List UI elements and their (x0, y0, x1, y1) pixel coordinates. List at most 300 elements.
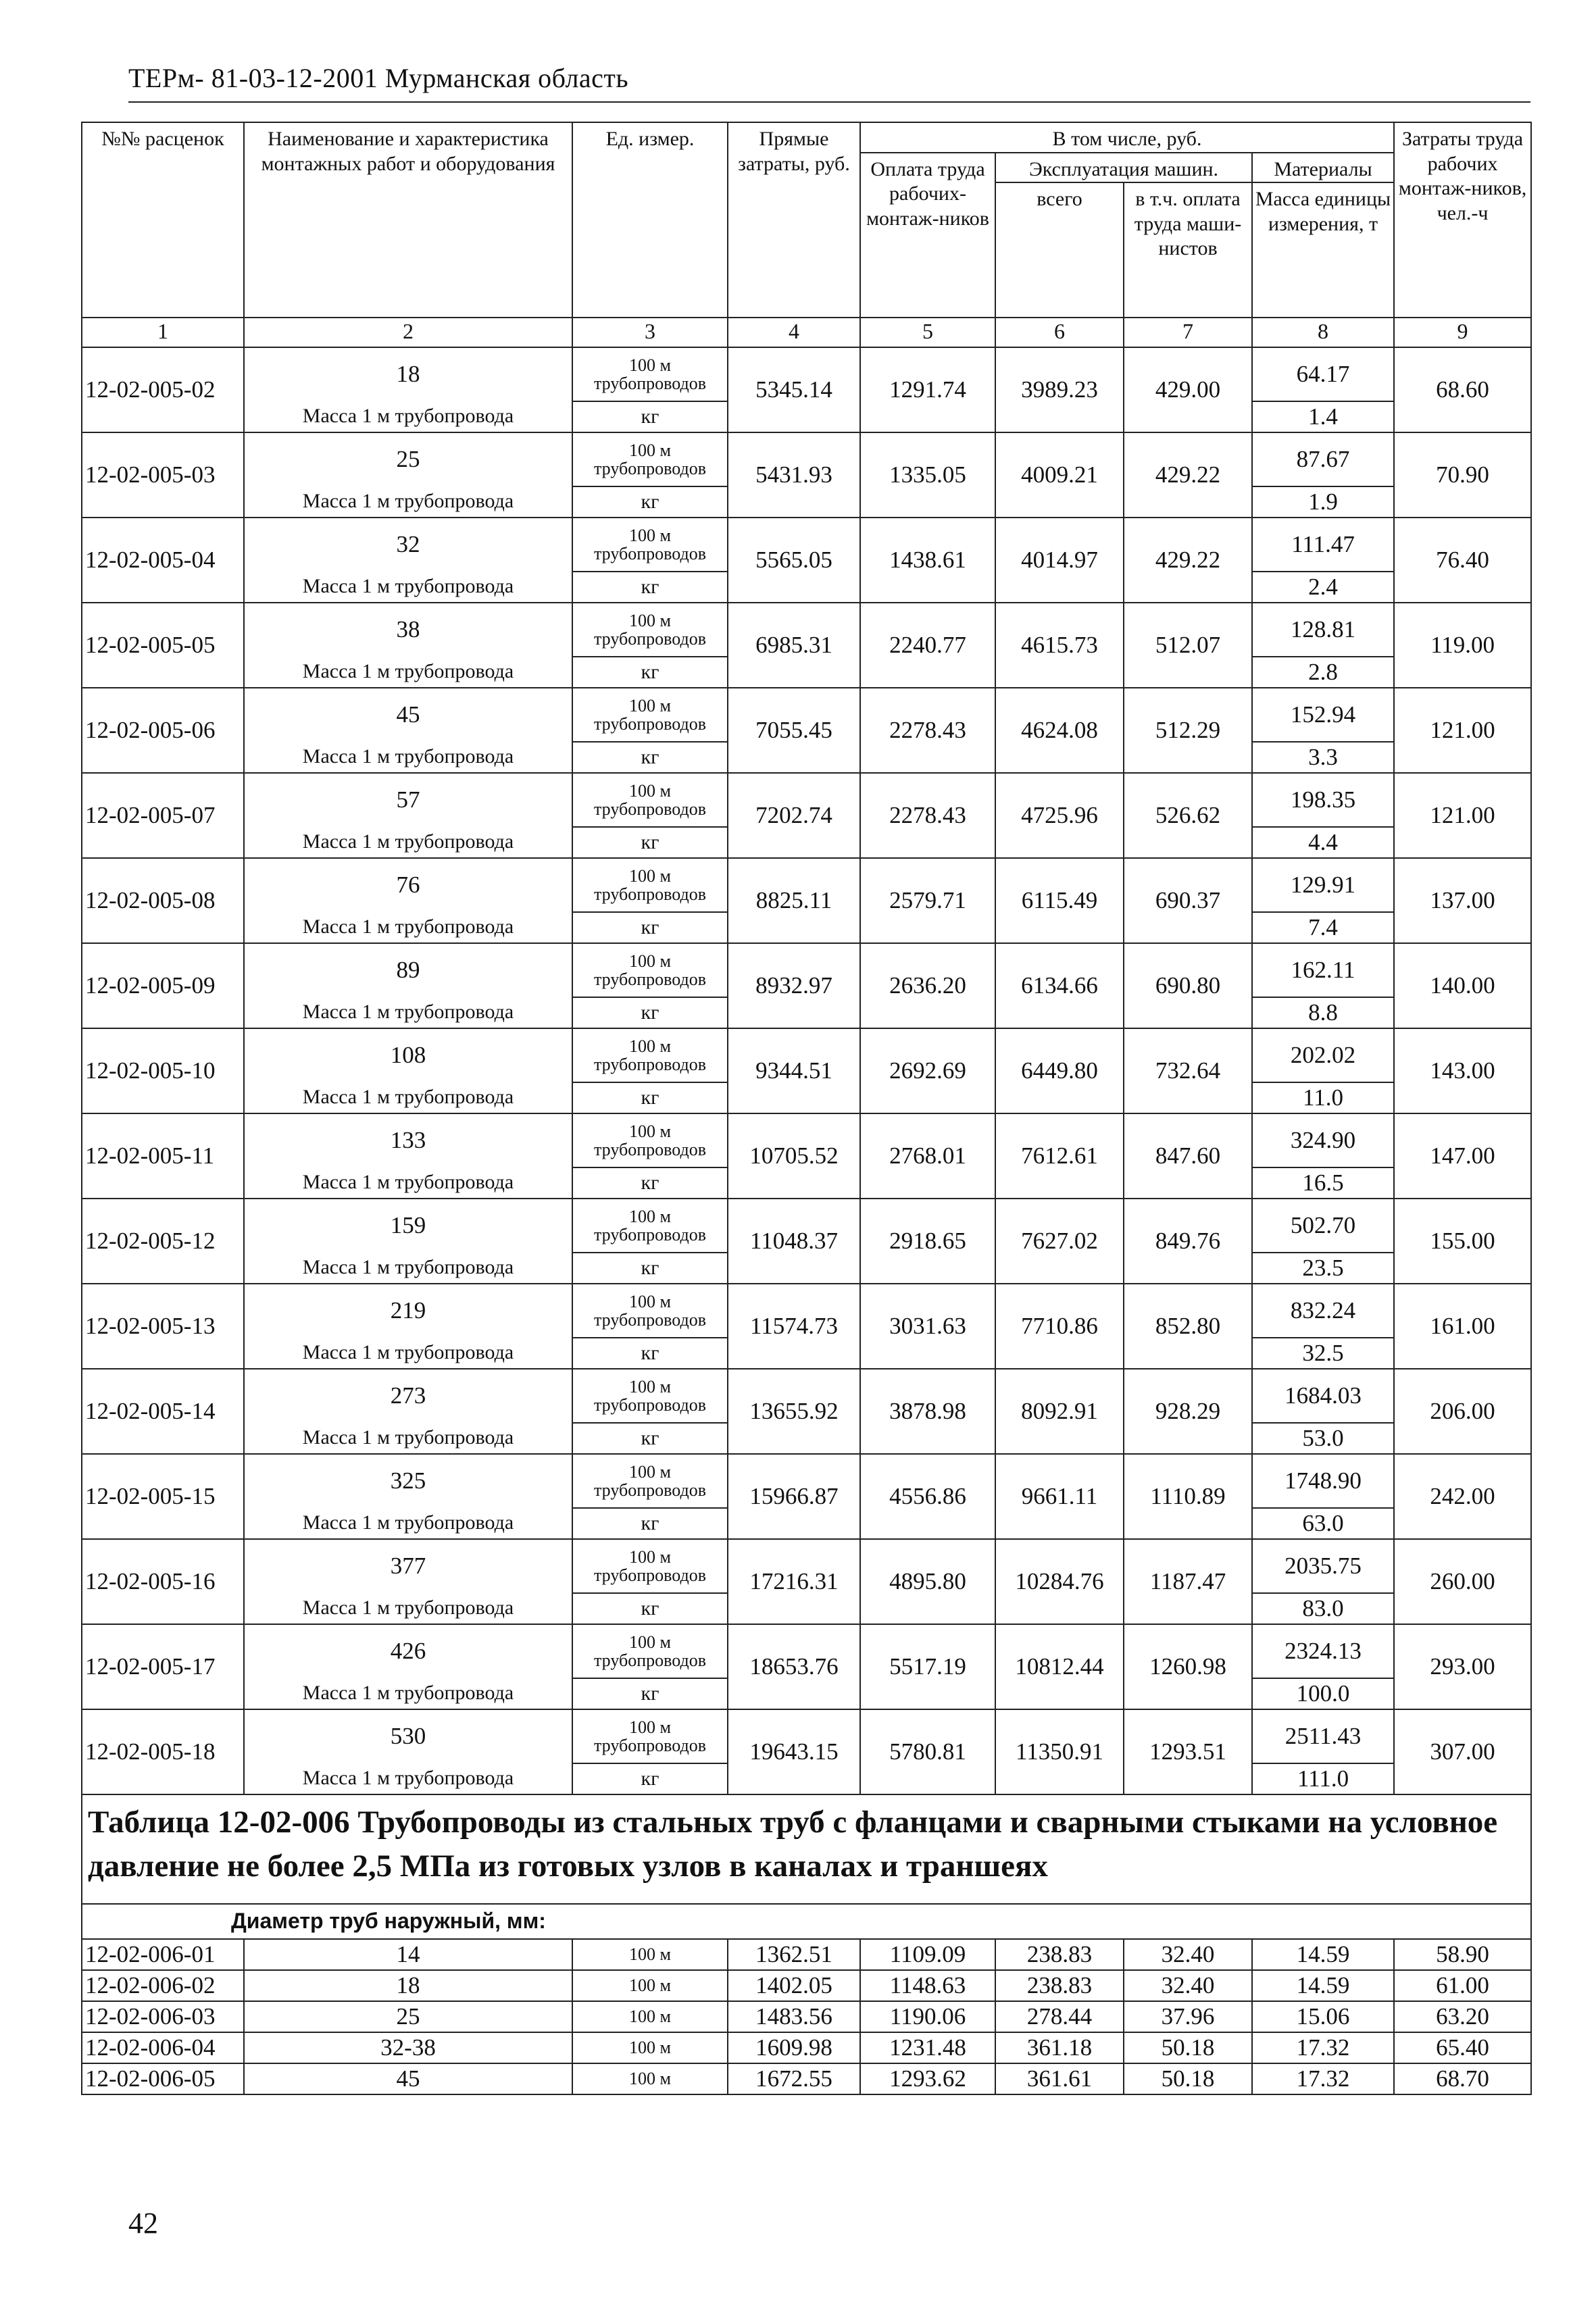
value-hours: 143.00 (1394, 1028, 1531, 1113)
value-hours: 161.00 (1394, 1284, 1531, 1369)
value-mach_labor: 1110.89 (1124, 1454, 1252, 1539)
value-mass: 202.02 (1252, 1028, 1394, 1082)
col-name-header: Наименование и характеристика монтажных работ и оборудования (244, 122, 572, 318)
value-mach_labor: 928.29 (1124, 1369, 1252, 1454)
mass-per-meter: 2.4 (1252, 572, 1394, 603)
pipe-diameter: 530 (244, 1709, 572, 1763)
value-mach_labor: 526.62 (1124, 773, 1252, 858)
col-machines-labor-header: в т.ч. оплата труда маши-нистов (1124, 182, 1252, 318)
unit: 100 м трубопроводов (572, 1284, 728, 1338)
table-row (82, 773, 1531, 827)
value-labor: 1293.62 (860, 2063, 995, 2094)
value-mach: 6134.66 (995, 943, 1124, 1028)
col-number: 5 (860, 318, 995, 347)
value-labor: 1438.61 (860, 518, 995, 603)
value-hours: 307.00 (1394, 1709, 1531, 1794)
col-number: 2 (244, 318, 572, 347)
value-labor: 5517.19 (860, 1624, 995, 1709)
value-hours: 65.40 (1394, 2032, 1531, 2063)
mass-per-meter-label: Масса 1 м трубопровода (244, 827, 572, 858)
col-code-header: №№ расценок (82, 122, 244, 318)
rate-code: 12-02-005-06 (82, 688, 244, 773)
mass-unit: кг (572, 1338, 728, 1369)
value-mach_labor: 512.07 (1124, 603, 1252, 688)
unit: 100 м трубопроводов (572, 943, 728, 997)
mass-per-meter-label: Масса 1 м трубопровода (244, 1423, 572, 1454)
value-hours: 206.00 (1394, 1369, 1531, 1454)
unit: 100 м трубопроводов (572, 1624, 728, 1678)
mass-unit: кг (572, 572, 728, 603)
mass-unit: кг (572, 742, 728, 773)
value-mach: 361.61 (995, 2063, 1124, 2094)
value-mach: 10284.76 (995, 1539, 1124, 1624)
table-row (82, 1199, 1531, 1253)
mass-per-meter: 2.8 (1252, 657, 1394, 688)
value-mach: 7612.61 (995, 1113, 1124, 1199)
table-header (82, 122, 1531, 347)
mass-unit: кг (572, 912, 728, 943)
value-direct: 1672.55 (728, 2063, 860, 2094)
value-direct: 5431.93 (728, 432, 860, 518)
rate-code: 12-02-005-17 (82, 1624, 244, 1709)
table-row (82, 2032, 1531, 2063)
pipe-diameter: 45 (244, 2063, 572, 2094)
mass-per-meter: 8.8 (1252, 997, 1394, 1028)
table-row (82, 1709, 1531, 1763)
value-direct: 7202.74 (728, 773, 860, 858)
col-labor-header: Оплата труда рабочих-монтаж-ников (860, 153, 995, 318)
table-row (82, 1284, 1531, 1338)
col-direct-header: Прямые затраты, руб. (728, 122, 860, 318)
value-mass: 87.67 (1252, 432, 1394, 486)
value-labor: 4895.80 (860, 1539, 995, 1624)
rate-code: 12-02-005-07 (82, 773, 244, 858)
unit: 100 м трубопроводов (572, 1709, 728, 1763)
value-hours: 68.70 (1394, 2063, 1531, 2094)
value-mass: 324.90 (1252, 1113, 1394, 1167)
value-direct: 11574.73 (728, 1284, 860, 1369)
value-labor: 2240.77 (860, 603, 995, 688)
value-direct: 15966.87 (728, 1454, 860, 1539)
value-mass: 128.81 (1252, 603, 1394, 657)
table-row (82, 2063, 1531, 2094)
value-labor: 2692.69 (860, 1028, 995, 1113)
mass-per-meter: 111.0 (1252, 1763, 1394, 1794)
table-row (82, 1369, 1531, 1423)
value-hours: 147.00 (1394, 1113, 1531, 1199)
mass-per-meter: 3.3 (1252, 742, 1394, 773)
table-row (82, 1454, 1531, 1508)
value-labor: 2579.71 (860, 858, 995, 943)
unit: 100 м трубопроводов (572, 1199, 728, 1253)
value-labor: 1148.63 (860, 1970, 995, 2001)
rate-code: 12-02-005-04 (82, 518, 244, 603)
mass-unit: кг (572, 1508, 728, 1539)
mass-per-meter: 32.5 (1252, 1338, 1394, 1369)
value-hours: 61.00 (1394, 1970, 1531, 2001)
mass-per-meter-label: Масса 1 м трубопровода (244, 657, 572, 688)
mass-unit: кг (572, 1253, 728, 1284)
value-labor: 3031.63 (860, 1284, 995, 1369)
pipe-diameter: 18 (244, 347, 572, 401)
value-mass: 111.47 (1252, 518, 1394, 572)
value-direct: 5345.14 (728, 347, 860, 432)
mass-unit: кг (572, 1423, 728, 1454)
mass-per-meter-label: Масса 1 м трубопровода (244, 486, 572, 518)
value-direct: 8932.97 (728, 943, 860, 1028)
value-mach: 4615.73 (995, 603, 1124, 688)
pipe-diameter: 18 (244, 1970, 572, 2001)
value-hours: 58.90 (1394, 1939, 1531, 1970)
table-row (82, 1539, 1531, 1593)
table-row (82, 518, 1531, 572)
mass-per-meter: 16.5 (1252, 1167, 1394, 1199)
col-incl-header: В том числе, руб. (860, 122, 1394, 153)
mass-per-meter-label: Масса 1 м трубопровода (244, 572, 572, 603)
value-mach_labor: 32.40 (1124, 1970, 1252, 2001)
col-number: 7 (1124, 318, 1252, 347)
value-mach: 6449.80 (995, 1028, 1124, 1113)
col-number: 3 (572, 318, 728, 347)
rate-code: 12-02-005-14 (82, 1369, 244, 1454)
value-mass: 198.35 (1252, 773, 1394, 827)
table-row (82, 858, 1531, 912)
value-mach: 7710.86 (995, 1284, 1124, 1369)
value-labor: 2278.43 (860, 688, 995, 773)
pipe-diameter: 325 (244, 1454, 572, 1508)
rate-code: 12-02-006-05 (82, 2063, 244, 2094)
mass-per-meter: 23.5 (1252, 1253, 1394, 1284)
column-numbers-row (82, 318, 1531, 347)
table-006-subhead: Диаметр труб наружный, мм: (82, 1904, 1531, 1939)
col-number: 1 (82, 318, 244, 347)
mass-unit: кг (572, 401, 728, 432)
mass-unit: кг (572, 1678, 728, 1709)
value-mach_labor: 429.00 (1124, 347, 1252, 432)
rate-code: 12-02-005-11 (82, 1113, 244, 1199)
col-materials-header: Материалы (1252, 153, 1394, 183)
rate-code: 12-02-005-03 (82, 432, 244, 518)
value-hours: 76.40 (1394, 518, 1531, 603)
value-hours: 293.00 (1394, 1624, 1531, 1709)
pipe-diameter: 32 (244, 518, 572, 572)
rate-code: 12-02-006-01 (82, 1939, 244, 1970)
value-mach_labor: 690.80 (1124, 943, 1252, 1028)
value-mass: 64.17 (1252, 347, 1394, 401)
unit: 100 м (572, 1939, 728, 1970)
value-hours: 155.00 (1394, 1199, 1531, 1284)
col-number: 9 (1394, 318, 1531, 347)
value-mach: 278.44 (995, 2001, 1124, 2032)
value-mach: 4009.21 (995, 432, 1124, 518)
pipe-diameter: 377 (244, 1539, 572, 1593)
value-mach: 7627.02 (995, 1199, 1124, 1284)
table-body-006 (82, 1939, 1531, 2094)
table-row (82, 943, 1531, 997)
col-hours-header: Затраты труда рабочих монтаж-ников, чел.-ч (1394, 122, 1531, 318)
value-labor: 5780.81 (860, 1709, 995, 1794)
value-mass: 2511.43 (1252, 1709, 1394, 1763)
mass-per-meter: 11.0 (1252, 1082, 1394, 1113)
unit: 100 м трубопроводов (572, 432, 728, 486)
unit: 100 м трубопроводов (572, 858, 728, 912)
value-mach: 238.83 (995, 1970, 1124, 2001)
value-hours: 242.00 (1394, 1454, 1531, 1539)
table-row (82, 347, 1531, 401)
value-mass: 502.70 (1252, 1199, 1394, 1253)
rate-code: 12-02-005-13 (82, 1284, 244, 1369)
value-labor: 2918.65 (860, 1199, 995, 1284)
unit: 100 м трубопроводов (572, 603, 728, 657)
unit: 100 м трубопроводов (572, 1539, 728, 1593)
value-hours: 137.00 (1394, 858, 1531, 943)
mass-per-meter-label: Масса 1 м трубопровода (244, 1678, 572, 1709)
value-mach_labor: 849.76 (1124, 1199, 1252, 1284)
value-direct: 1483.56 (728, 2001, 860, 2032)
col-machines-header: Эксплуатация машин. (995, 153, 1252, 183)
pipe-diameter: 108 (244, 1028, 572, 1082)
value-mach_labor: 50.18 (1124, 2032, 1252, 2063)
table-row (82, 1113, 1531, 1167)
value-labor: 4556.86 (860, 1454, 995, 1539)
value-direct: 1362.51 (728, 1939, 860, 1970)
page-number: 42 (128, 2207, 158, 2240)
value-direct: 5565.05 (728, 518, 860, 603)
table-row (82, 688, 1531, 742)
rate-code: 12-02-005-09 (82, 943, 244, 1028)
pipe-diameter: 76 (244, 858, 572, 912)
value-mach_labor: 512.29 (1124, 688, 1252, 773)
rate-code: 12-02-005-05 (82, 603, 244, 688)
mass-per-meter-label: Масса 1 м трубопровода (244, 742, 572, 773)
value-hours: 260.00 (1394, 1539, 1531, 1624)
value-mass: 2035.75 (1252, 1539, 1394, 1593)
value-direct: 11048.37 (728, 1199, 860, 1284)
value-hours: 121.00 (1394, 688, 1531, 773)
rates-table (81, 122, 1532, 2095)
pipe-diameter: 14 (244, 1939, 572, 1970)
col-unit-header: Ед. измер. (572, 122, 728, 318)
table-row (82, 1028, 1531, 1082)
table-row (82, 603, 1531, 657)
rate-code: 12-02-005-02 (82, 347, 244, 432)
mass-per-meter-label: Масса 1 м трубопровода (244, 997, 572, 1028)
mass-per-meter-label: Масса 1 м трубопровода (244, 1082, 572, 1113)
col-machines-total-header: всего (995, 182, 1124, 318)
rate-code: 12-02-005-10 (82, 1028, 244, 1113)
unit: 100 м трубопроводов (572, 1028, 728, 1082)
mass-unit: кг (572, 1167, 728, 1199)
value-labor: 2636.20 (860, 943, 995, 1028)
pipe-diameter: 219 (244, 1284, 572, 1338)
page-header: ТЕРм- 81-03-12-2001 Мурманская область (128, 63, 629, 93)
table-row (82, 1970, 1531, 2001)
value-mach_labor: 32.40 (1124, 1939, 1252, 1970)
unit: 100 м (572, 2001, 728, 2032)
value-mach: 361.18 (995, 2032, 1124, 2063)
rate-code: 12-02-006-03 (82, 2001, 244, 2032)
value-mach: 9661.11 (995, 1454, 1124, 1539)
mass-per-meter: 1.4 (1252, 401, 1394, 432)
col-mass-header: Масса единицы измерения, т (1252, 182, 1394, 318)
value-direct: 1609.98 (728, 2032, 860, 2063)
value-hours: 70.90 (1394, 432, 1531, 518)
header-rule (128, 101, 1530, 103)
pipe-diameter: 159 (244, 1199, 572, 1253)
rate-code: 12-02-006-02 (82, 1970, 244, 2001)
rate-code: 12-02-005-08 (82, 858, 244, 943)
value-direct: 8825.11 (728, 858, 860, 943)
value-mach_labor: 1187.47 (1124, 1539, 1252, 1624)
value-hours: 68.60 (1394, 347, 1531, 432)
mass-unit: кг (572, 1593, 728, 1624)
unit: 100 м (572, 2063, 728, 2094)
value-mass: 152.94 (1252, 688, 1394, 742)
unit: 100 м трубопроводов (572, 347, 728, 401)
rate-code: 12-02-005-12 (82, 1199, 244, 1284)
value-mass: 17.32 (1252, 2032, 1394, 2063)
value-mach: 6115.49 (995, 858, 1124, 943)
unit: 100 м трубопроводов (572, 773, 728, 827)
rates-table-wrapper (81, 122, 1530, 2095)
value-mass: 832.24 (1252, 1284, 1394, 1338)
value-mach_labor: 732.64 (1124, 1028, 1252, 1113)
value-mass: 1684.03 (1252, 1369, 1394, 1423)
mass-per-meter-label: Масса 1 м трубопровода (244, 1253, 572, 1284)
value-direct: 13655.92 (728, 1369, 860, 1454)
value-hours: 63.20 (1394, 2001, 1531, 2032)
unit: 100 м (572, 1970, 728, 2001)
mass-unit: кг (572, 827, 728, 858)
value-mach: 4014.97 (995, 518, 1124, 603)
value-labor: 1231.48 (860, 2032, 995, 2063)
value-mass: 129.91 (1252, 858, 1394, 912)
table-row (82, 432, 1531, 486)
value-mach_labor: 50.18 (1124, 2063, 1252, 2094)
value-labor: 3878.98 (860, 1369, 995, 1454)
pipe-diameter: 32-38 (244, 2032, 572, 2063)
mass-per-meter-label: Масса 1 м трубопровода (244, 1508, 572, 1539)
value-mach: 11350.91 (995, 1709, 1124, 1794)
mass-per-meter-label: Масса 1 м трубопровода (244, 1763, 572, 1794)
value-mach: 10812.44 (995, 1624, 1124, 1709)
value-mach_labor: 690.37 (1124, 858, 1252, 943)
value-mach: 3989.23 (995, 347, 1124, 432)
value-labor: 1109.09 (860, 1939, 995, 1970)
value-labor: 1291.74 (860, 347, 995, 432)
mass-unit: кг (572, 1763, 728, 1794)
value-mass: 14.59 (1252, 1970, 1394, 2001)
value-mass: 17.32 (1252, 2063, 1394, 2094)
rate-code: 12-02-006-04 (82, 2032, 244, 2063)
mass-unit: кг (572, 1082, 728, 1113)
rate-code: 12-02-005-16 (82, 1539, 244, 1624)
value-mach_labor: 429.22 (1124, 432, 1252, 518)
value-direct: 19643.15 (728, 1709, 860, 1794)
value-direct: 7055.45 (728, 688, 860, 773)
value-direct: 10705.52 (728, 1113, 860, 1199)
col-number: 8 (1252, 318, 1394, 347)
table-body-005 (82, 347, 1531, 1794)
unit: 100 м трубопроводов (572, 1113, 728, 1167)
unit: 100 м трубопроводов (572, 688, 728, 742)
mass-per-meter: 63.0 (1252, 1508, 1394, 1539)
value-mach: 4725.96 (995, 773, 1124, 858)
mass-per-meter-label: Масса 1 м трубопровода (244, 401, 572, 432)
value-mass: 2324.13 (1252, 1624, 1394, 1678)
mass-per-meter: 100.0 (1252, 1678, 1394, 1709)
table-row (82, 1624, 1531, 1678)
value-mach_labor: 1293.51 (1124, 1709, 1252, 1794)
pipe-diameter: 57 (244, 773, 572, 827)
pipe-diameter: 273 (244, 1369, 572, 1423)
value-direct: 9344.51 (728, 1028, 860, 1113)
table-row (82, 1939, 1531, 1970)
value-mass: 162.11 (1252, 943, 1394, 997)
value-mach: 4624.08 (995, 688, 1124, 773)
value-labor: 1335.05 (860, 432, 995, 518)
value-hours: 140.00 (1394, 943, 1531, 1028)
value-direct: 1402.05 (728, 1970, 860, 2001)
value-mach: 8092.91 (995, 1369, 1124, 1454)
col-number: 4 (728, 318, 860, 347)
value-hours: 119.00 (1394, 603, 1531, 688)
value-mach_labor: 852.80 (1124, 1284, 1252, 1369)
col-number: 6 (995, 318, 1124, 347)
mass-unit: кг (572, 486, 728, 518)
rate-code: 12-02-005-18 (82, 1709, 244, 1794)
table-006-title: Таблица 12-02-006 Трубопроводы из стальных труб с фланцами и сварными стыками на условное давление не более 2,5 МПа из готовых узлов в каналах и траншеях (82, 1794, 1531, 1904)
mass-per-meter: 1.9 (1252, 486, 1394, 518)
table-row (82, 2001, 1531, 2032)
value-mach: 238.83 (995, 1939, 1124, 1970)
value-direct: 17216.31 (728, 1539, 860, 1624)
value-labor: 2768.01 (860, 1113, 995, 1199)
pipe-diameter: 25 (244, 2001, 572, 2032)
unit: 100 м трубопроводов (572, 1454, 728, 1508)
value-mass: 14.59 (1252, 1939, 1394, 1970)
value-mass: 15.06 (1252, 2001, 1394, 2032)
unit: 100 м трубопроводов (572, 1369, 728, 1423)
mass-per-meter: 83.0 (1252, 1593, 1394, 1624)
mass-per-meter-label: Масса 1 м трубопровода (244, 912, 572, 943)
pipe-diameter: 25 (244, 432, 572, 486)
value-mach_labor: 1260.98 (1124, 1624, 1252, 1709)
value-hours: 121.00 (1394, 773, 1531, 858)
mass-per-meter-label: Масса 1 м трубопровода (244, 1167, 572, 1199)
value-mach_labor: 37.96 (1124, 2001, 1252, 2032)
pipe-diameter: 89 (244, 943, 572, 997)
mass-per-meter: 53.0 (1252, 1423, 1394, 1454)
mass-per-meter-label: Масса 1 м трубопровода (244, 1338, 572, 1369)
pipe-diameter: 133 (244, 1113, 572, 1167)
pipe-diameter: 45 (244, 688, 572, 742)
value-mass: 1748.90 (1252, 1454, 1394, 1508)
value-mach_labor: 429.22 (1124, 518, 1252, 603)
value-labor: 1190.06 (860, 2001, 995, 2032)
rate-code: 12-02-005-15 (82, 1454, 244, 1539)
value-labor: 2278.43 (860, 773, 995, 858)
unit: 100 м трубопроводов (572, 518, 728, 572)
value-direct: 18653.76 (728, 1624, 860, 1709)
mass-per-meter-label: Масса 1 м трубопровода (244, 1593, 572, 1624)
pipe-diameter: 38 (244, 603, 572, 657)
value-direct: 6985.31 (728, 603, 860, 688)
value-mach_labor: 847.60 (1124, 1113, 1252, 1199)
unit: 100 м (572, 2032, 728, 2063)
mass-unit: кг (572, 997, 728, 1028)
mass-per-meter: 7.4 (1252, 912, 1394, 943)
